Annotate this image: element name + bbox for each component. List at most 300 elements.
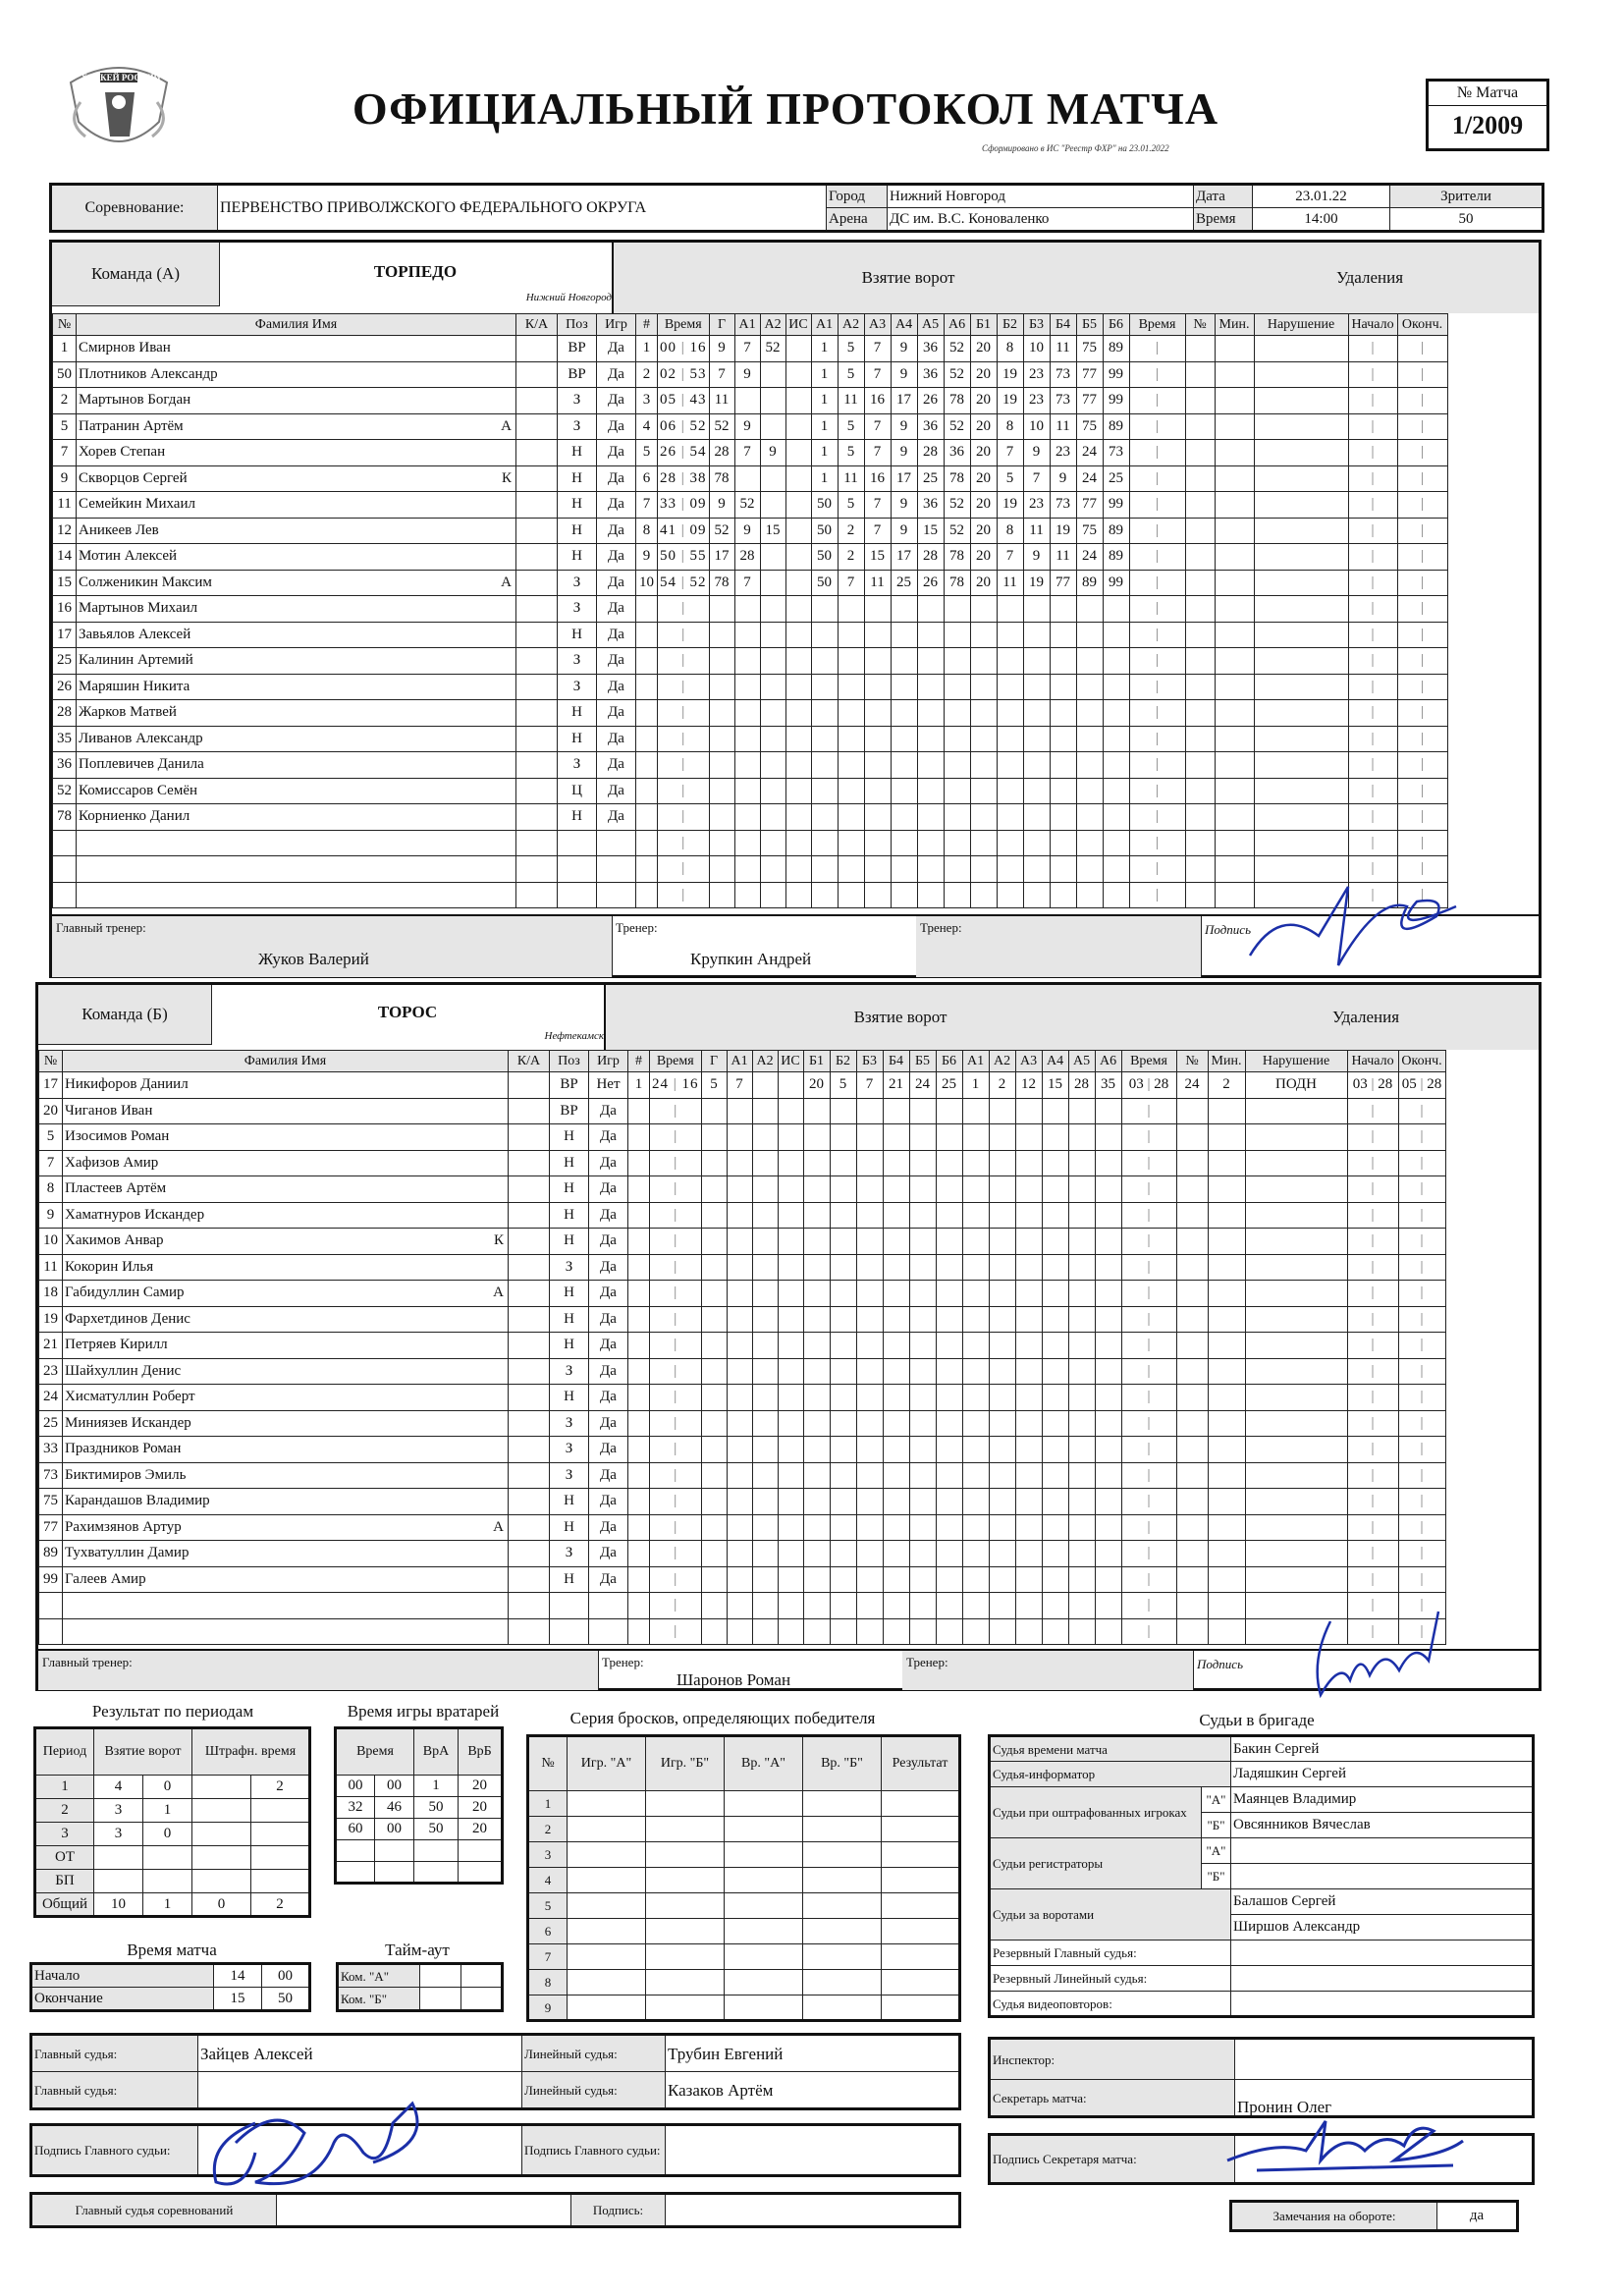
reg-a-mark: "А"	[1202, 1838, 1231, 1864]
player-ka	[509, 1541, 550, 1567]
goal-cell: 99	[1103, 361, 1129, 388]
sign-label: Подпись:	[571, 2194, 666, 2227]
goal-cell	[785, 336, 811, 362]
period-row	[35, 1776, 310, 1799]
player-ka	[516, 752, 558, 779]
player-played: Да	[589, 1176, 628, 1203]
player-played	[597, 882, 636, 908]
main-referee-signature	[196, 2084, 452, 2212]
col-name: Фамилия Имя	[63, 1051, 509, 1072]
goal-cell	[785, 413, 811, 440]
shootout-col: Вр. "Б"	[803, 1736, 882, 1791]
team-a-row: 9 Скворцов Сергей К Н Да 6 28 | 38 78 1 11 16 17 25 78 20 5 7 9 24 25 | | |	[53, 465, 1448, 492]
goal-cell: 15	[864, 544, 891, 571]
goal-cell: 9	[1023, 544, 1050, 571]
col-onice-opp-5: Б5	[1076, 314, 1103, 336]
team-b-signature-box	[1193, 1651, 1539, 1690]
goal-cell: 77	[1076, 388, 1103, 414]
shootout-row	[528, 1893, 960, 1919]
match-start-label: Начало	[31, 1964, 214, 1988]
player-number: 24	[39, 1385, 63, 1411]
goal-cell	[778, 1072, 803, 1099]
player-pos: Н	[558, 700, 597, 727]
goal-cell: 9	[891, 336, 917, 362]
period-value	[94, 1870, 143, 1893]
informer-label: Судья-информатор	[990, 1762, 1231, 1787]
player-ka	[516, 518, 558, 544]
col-pen-end: Оконч.	[1398, 1051, 1445, 1072]
sig-main-label: Подпись Главного судьи:	[31, 2125, 198, 2176]
shootout-row	[528, 1817, 960, 1842]
player-pos: З	[550, 1462, 589, 1489]
goal-cell: 9	[734, 413, 760, 440]
player-pos: Н	[550, 1202, 589, 1229]
player-name: Мотин Алексей	[77, 544, 516, 571]
shootout-cell	[725, 1970, 803, 1995]
goal-cell: 2	[989, 1072, 1015, 1099]
team-b-row: 7 Хафизов Амир Н Да | | | |	[39, 1150, 1446, 1176]
goal-cell: 7	[997, 544, 1023, 571]
team-b-coach1-box	[598, 1651, 903, 1690]
goal-cell: 50	[811, 518, 838, 544]
player-name: Жарков Матвей	[77, 700, 516, 727]
goal-cell: 1	[811, 336, 838, 362]
goal-cell: 19	[1050, 518, 1076, 544]
gk-b-col: ВрБ	[459, 1728, 503, 1776]
goal-cell: 20	[970, 336, 997, 362]
team-a-penalties-title: Удаления	[1201, 243, 1539, 313]
player-played: Да	[589, 1410, 628, 1437]
goal-cell: 75	[1076, 336, 1103, 362]
team-a-head-coach-box	[52, 916, 613, 977]
goal-cell: 17	[709, 544, 734, 571]
goal-judge-2: Ширшов Александр	[1231, 1915, 1534, 1941]
player-pos: З	[558, 674, 597, 700]
goal-number: 1	[636, 336, 658, 362]
goal-cell: 52	[944, 518, 970, 544]
goal-cell	[785, 388, 811, 414]
match-info-table	[49, 183, 1544, 233]
timeout-b-label: Ком. "Б"	[338, 1988, 420, 2011]
shootout-cell	[803, 1970, 882, 1995]
period-value	[251, 1823, 310, 1846]
team-a-city: Нижний Новгород	[525, 292, 612, 303]
team-a-grid	[52, 313, 1448, 908]
video-judge-label: Судья видеоповторов:	[990, 1992, 1231, 2017]
goal-cell: 89	[1076, 570, 1103, 596]
goal-cell: 5	[838, 361, 864, 388]
goal-cell: 7	[734, 570, 760, 596]
team-a-head-coach: Жуков Валерий	[258, 950, 369, 968]
player-played: Да	[597, 622, 636, 648]
player-number: 19	[39, 1306, 63, 1333]
goal-cell: 28	[1068, 1072, 1095, 1099]
player-number: 20	[39, 1098, 63, 1124]
period-value	[143, 1870, 192, 1893]
goal-cell	[785, 361, 811, 388]
player-ka	[509, 1410, 550, 1437]
goal-cell: 28	[917, 544, 944, 571]
shootout-cell	[882, 1944, 960, 1970]
goal-cell: 17	[891, 388, 917, 414]
comp-main-label: Главный судья соревнований	[31, 2194, 277, 2227]
gk-value: 1	[414, 1776, 459, 1797]
pen-minutes: 2	[1208, 1072, 1245, 1099]
gk-value	[414, 1840, 459, 1862]
shootout-col: Игр. "А"	[568, 1736, 646, 1791]
shootout-cell	[882, 1893, 960, 1919]
match-time-title: Время матча	[127, 1941, 217, 1959]
player-pos	[558, 830, 597, 856]
goal-cell: 77	[1076, 492, 1103, 519]
referees-title: Судьи в бригаде	[1199, 1711, 1315, 1729]
player-pos: ВР	[550, 1098, 589, 1124]
gk-value: 46	[375, 1797, 414, 1819]
col-goal-num: #	[636, 314, 658, 336]
player-number: 14	[53, 544, 77, 571]
goal-cell: 52	[944, 336, 970, 362]
player-pos	[558, 882, 597, 908]
col-pen-time: Время	[1129, 314, 1185, 336]
pen-a-mark: "А"	[1202, 1787, 1231, 1813]
player-played	[597, 856, 636, 883]
goal-number: 2	[636, 361, 658, 388]
player-ka	[509, 1150, 550, 1176]
player-pos: З	[550, 1410, 589, 1437]
goal-cell: 19	[1023, 570, 1050, 596]
player-name: Тухватуллин Дамир	[63, 1541, 509, 1567]
timeout-a-label: Ком. "А"	[338, 1964, 420, 1988]
gk-a-col: ВрА	[414, 1728, 459, 1776]
goal-cell: 89	[1103, 413, 1129, 440]
team-b-row: 33 Праздников Роман З Да | | | |	[39, 1437, 1446, 1463]
col-pen-time: Время	[1121, 1051, 1176, 1072]
pen-end: 05 | 28	[1398, 1072, 1445, 1099]
player-number: 73	[39, 1462, 63, 1489]
competition-label: Соревнование:	[51, 185, 218, 232]
player-number	[53, 830, 77, 856]
coach-label: Тренер:	[616, 920, 658, 935]
timeout-table	[336, 1962, 504, 2012]
notes: да	[1437, 2202, 1518, 2231]
col-goal-num: #	[628, 1051, 650, 1072]
player-number: 36	[53, 752, 77, 779]
goal-cell: 12	[1015, 1072, 1042, 1099]
period-value	[251, 1846, 310, 1870]
team-b-grid	[38, 1050, 1446, 1645]
player-played: Да	[597, 336, 636, 362]
goal-cell: 36	[917, 336, 944, 362]
player-number: 9	[39, 1202, 63, 1229]
goal-time: 54 | 52	[658, 570, 710, 596]
period-row	[35, 1799, 310, 1823]
goal-cell: 89	[1103, 336, 1129, 362]
player-number: 33	[39, 1437, 63, 1463]
team-a-row: 36 Поплевичев Данила З Да | | | |	[53, 752, 1448, 779]
shootout-cell	[882, 1919, 960, 1944]
goal-cell: 11	[1050, 336, 1076, 362]
team-a-name: ТОРПЕДО	[373, 262, 458, 281]
player-ka	[516, 882, 558, 908]
player-name: Хаматнуров Искандер	[63, 1202, 509, 1229]
col-onice-opp-1: Б1	[970, 314, 997, 336]
player-pos: Н	[550, 1229, 589, 1255]
shootout-cell	[568, 1995, 646, 2021]
goal-cell: 36	[917, 361, 944, 388]
team-a-row: 2 Мартынов Богдан З Да 3 05 | 43 11 1 11 16 17 26 78 20 19 23 73 77 99 | | |	[53, 388, 1448, 414]
shootout-row	[528, 1970, 960, 1995]
goal-time: 24 | 16	[650, 1072, 702, 1099]
col-num: №	[39, 1051, 63, 1072]
player-played: Да	[589, 1124, 628, 1151]
player-name: Кокорин Илья	[63, 1254, 509, 1281]
team-b-row: 9 Хаматнуров Искандер Н Да | | | |	[39, 1202, 1446, 1229]
shootout-cell	[646, 1868, 725, 1893]
player-ka	[509, 1385, 550, 1411]
shootout-cell	[646, 1919, 725, 1944]
player-ka	[516, 413, 558, 440]
goal-cell: 20	[970, 440, 997, 466]
reserve-line-label: Резервный Линейный судья:	[990, 1966, 1231, 1992]
player-ka	[509, 1593, 550, 1619]
period-value: 2	[251, 1776, 310, 1799]
player-pos: Н	[558, 492, 597, 519]
goal-cell: 78	[944, 465, 970, 492]
shootout-cell	[568, 1970, 646, 1995]
goal-cell: 7	[864, 336, 891, 362]
shootout-row	[528, 1842, 960, 1868]
signature-label: Подпись	[1205, 922, 1251, 937]
gk-value: 00	[375, 1819, 414, 1840]
goal-cell: 25	[936, 1072, 962, 1099]
player-ka	[509, 1202, 550, 1229]
player-played: Да	[597, 544, 636, 571]
player-ka	[516, 674, 558, 700]
shootout-cell	[646, 1995, 725, 2021]
shootout-title: Серия бросков, определяющих победителя	[569, 1709, 876, 1727]
goal-number: 9	[636, 544, 658, 571]
team-b-row: 75 Карандашов Владимир Н Да | | | |	[39, 1489, 1446, 1515]
player-name	[63, 1593, 509, 1619]
team-a-coach1: Крупкин Андрей	[690, 950, 812, 968]
player-name: Семейкин Михаил	[77, 492, 516, 519]
shootout-num: 1	[528, 1791, 568, 1817]
col-onice-5: А5	[917, 314, 944, 336]
goal-number: 4	[636, 413, 658, 440]
time-label: Время	[1194, 208, 1253, 232]
team-b-row: 77 Рахимзянов Артур А Н Да | | | |	[39, 1514, 1446, 1541]
player-played: Да	[597, 570, 636, 596]
goal-cell: 11	[1050, 413, 1076, 440]
team-b-row: 25 Миниязев Искандер З Да | | | |	[39, 1410, 1446, 1437]
player-number: 17	[53, 622, 77, 648]
player-number: 23	[39, 1358, 63, 1385]
goal-cell: 7	[734, 336, 760, 362]
goal-cell: 20	[970, 544, 997, 571]
goal-cell: 7	[864, 518, 891, 544]
col-onice-1: Б1	[803, 1051, 830, 1072]
shootout-cell	[646, 1944, 725, 1970]
player-ka	[516, 856, 558, 883]
player-pos: З	[558, 648, 597, 675]
goal-cell: 2	[838, 544, 864, 571]
player-number: 2	[53, 388, 77, 414]
goal-cell: 9	[760, 440, 785, 466]
goal-cell: 7	[864, 413, 891, 440]
team-b-row: 10 Хакимов Анвар К Н Да | | | |	[39, 1229, 1446, 1255]
goal-cell	[734, 465, 760, 492]
col-onice-1: А1	[811, 314, 838, 336]
main-ref-label-1: Главный судья:	[31, 2035, 198, 2072]
goal-cell: 5	[838, 413, 864, 440]
match-start-h: 14	[214, 1964, 262, 1988]
signature-label: Подпись	[1197, 1657, 1243, 1671]
period-col: Период	[35, 1728, 94, 1776]
col-goal-g: Г	[701, 1051, 727, 1072]
team-b-row: 24 Хисматуллин Роберт Н Да | | | |	[39, 1385, 1446, 1411]
goal-cell: 52	[944, 413, 970, 440]
inspector	[1235, 2039, 1534, 2080]
player-name: Хакимов Анвар К	[63, 1229, 509, 1255]
player-ka	[509, 1072, 550, 1099]
period-row	[35, 1870, 310, 1893]
col-goal-is: ИС	[778, 1051, 803, 1072]
gk-row	[336, 1776, 503, 1797]
player-number: 25	[53, 648, 77, 675]
goal-cell: 28	[734, 544, 760, 571]
player-ka	[509, 1358, 550, 1385]
shootout-col: Игр. "Б"	[646, 1736, 725, 1791]
player-pos: Н	[558, 622, 597, 648]
goal-cell: 11	[709, 388, 734, 414]
player-name: Пластеев Артём	[63, 1176, 509, 1203]
col-goal-time: Время	[658, 314, 710, 336]
player-number: 25	[39, 1410, 63, 1437]
goal-cell	[785, 570, 811, 596]
shootout-cell	[568, 1868, 646, 1893]
period-value	[192, 1846, 251, 1870]
shootout-cell	[803, 1817, 882, 1842]
col-pos: Поз	[550, 1051, 589, 1072]
col-onice-opp-3: А3	[1015, 1051, 1042, 1072]
gk-value: 00	[375, 1776, 414, 1797]
player-pos: Н	[550, 1124, 589, 1151]
period-row	[35, 1893, 310, 1917]
goal-cell: 9	[891, 361, 917, 388]
player-pos: Н	[550, 1306, 589, 1333]
goal-cell: 5	[830, 1072, 856, 1099]
period-label: 1	[35, 1776, 94, 1799]
goal-cell: 5	[997, 465, 1023, 492]
pen-violation: ПОДН	[1245, 1072, 1347, 1099]
player-pos: Ц	[558, 778, 597, 804]
goal-number: 7	[636, 492, 658, 519]
period-label: Общий	[35, 1893, 94, 1917]
goal-cell: 77	[1050, 570, 1076, 596]
goal-cell: 78	[944, 570, 970, 596]
player-pos: З	[558, 596, 597, 623]
player-name: Габидуллин Самир А	[63, 1281, 509, 1307]
goal-cell: 78	[944, 544, 970, 571]
goal-cell: 24	[1076, 465, 1103, 492]
col-pos: Поз	[558, 314, 597, 336]
shootout-num: 3	[528, 1842, 568, 1868]
shootout-cell	[882, 1995, 960, 2021]
col-onice-opp-6: А6	[1095, 1051, 1121, 1072]
goal-cell	[760, 492, 785, 519]
player-played: Да	[597, 361, 636, 388]
gk-value	[375, 1862, 414, 1884]
player-name: Хисматуллин Роберт	[63, 1385, 509, 1411]
goal-cell	[760, 361, 785, 388]
goal-cell: 26	[917, 388, 944, 414]
player-ka	[509, 1514, 550, 1541]
player-name: Рахимзянов Артур А	[63, 1514, 509, 1541]
col-onice-opp-2: Б2	[997, 314, 1023, 336]
player-ka	[516, 570, 558, 596]
player-name	[77, 830, 516, 856]
team-b-name: ТОРОС	[377, 1003, 438, 1021]
goal-cell: 28	[709, 440, 734, 466]
player-pos: Н	[550, 1333, 589, 1359]
timeout-title: Тайм-аут	[385, 1941, 450, 1959]
team-b-roster-table	[38, 1050, 1446, 1645]
goal-number: 10	[636, 570, 658, 596]
team-a-row: 52 Комиссаров Семён Ц Да | | | |	[53, 778, 1448, 804]
goal-cell: 23	[1023, 388, 1050, 414]
team-b-row: | | | |	[39, 1618, 1446, 1645]
team-b-coach2-box	[902, 1651, 1194, 1690]
shootout-col: Результат	[882, 1736, 960, 1791]
period-value: 3	[94, 1823, 143, 1846]
team-a-coach1-box	[612, 916, 917, 977]
player-number: 5	[53, 413, 77, 440]
gk-value: 20	[459, 1797, 503, 1819]
shootout-cell	[646, 1970, 725, 1995]
shootout-row	[528, 1944, 960, 1970]
gk-value: 50	[414, 1819, 459, 1840]
coach-signature	[1240, 877, 1476, 975]
player-pos: З	[558, 413, 597, 440]
col-goal-a1: А1	[727, 1051, 752, 1072]
team-a-row: 5 Патранин Артём А З Да 4 06 | 52 52 9 1 5 7 9 36 52 20 8 10 11 75 89 | | |	[53, 413, 1448, 440]
player-number: 28	[53, 700, 77, 727]
player-number: 8	[39, 1176, 63, 1203]
col-onice-6: Б6	[936, 1051, 962, 1072]
goal-cell: 25	[917, 465, 944, 492]
player-pos: З	[558, 570, 597, 596]
team-a-row: 14 Мотин Алексей Н Да 9 50 | 55 17 28 50 2 15 17 28 78 20 7 9 11 24 89 | | |	[53, 544, 1448, 571]
goal-cell: 36	[944, 440, 970, 466]
player-number: 78	[53, 804, 77, 831]
team-a-row: 17 Завьялов Алексей Н Да | | | |	[53, 622, 1448, 648]
shootout-cell	[725, 1919, 803, 1944]
player-played: Да	[589, 1566, 628, 1593]
inspector-label: Инспектор:	[990, 2039, 1235, 2080]
goal-cell: 75	[1076, 518, 1103, 544]
player-played: Да	[589, 1462, 628, 1489]
goal-judges-label: Судьи за воротами	[990, 1889, 1231, 1941]
col-pen-viol: Нарушение	[1245, 1051, 1347, 1072]
shootout-cell	[725, 1995, 803, 2021]
gk-value: 50	[414, 1797, 459, 1819]
goal-cell: 15	[917, 518, 944, 544]
period-label: ОТ	[35, 1846, 94, 1870]
goal-cell: 16	[864, 465, 891, 492]
goal-cell	[760, 544, 785, 571]
player-played	[589, 1593, 628, 1619]
goal-cell: 9	[891, 518, 917, 544]
